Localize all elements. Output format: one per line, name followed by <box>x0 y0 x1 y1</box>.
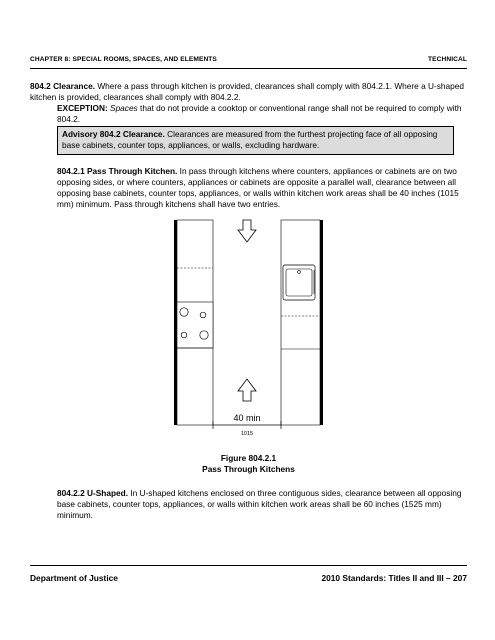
section-heading: 804.2.1 Pass Through Kitchen. <box>57 166 178 176</box>
section-text: In pass through kitchens where counters, appliances or cabinets are on two opposing sides, or where counters, appliances or cabinets are opposite a parallel wall, clearance between all opposing base cabinets, counter tops, appliances, or walls within kitchen work areas shall be 40 inches (1015 mm) minimum. Pass through kitchens shall have two entries. <box>57 166 459 209</box>
dimension-label: 40 min <box>233 413 261 423</box>
pass-through-kitchen-figure <box>170 218 330 443</box>
page-header <box>30 56 467 63</box>
up-arrow-icon <box>238 379 256 401</box>
down-arrow-icon <box>238 220 256 242</box>
exception-paragraph <box>57 103 467 125</box>
figure-caption-title: Pass Through Kitchens <box>202 464 295 474</box>
header-label: TECHNICAL <box>428 56 467 63</box>
footer-rule <box>30 565 467 566</box>
header-rule <box>30 68 467 69</box>
section-text: Where a pass through kitchen is provided, clearances shall comply with 804.2.1. Where a U-shaped kitchen is provided, clearances shall comply with 804.2.2. <box>30 81 464 102</box>
advisory-heading: Advisory 804.2 Clearance. <box>62 129 165 139</box>
section-804-2-1 <box>57 166 467 210</box>
right-wall <box>320 220 323 425</box>
exception-text: that do not provide a cooktop or conventional range shall not be required to comply with 804.2. <box>57 103 462 124</box>
left-wall <box>174 220 177 425</box>
section-804-2 <box>30 81 467 103</box>
section-heading: 804.2 Clearance. <box>30 81 96 91</box>
figure-caption-number: Figure 804.2.1 <box>220 453 277 463</box>
footer-right: 2010 Standards: Titles II and III – 207 <box>321 573 467 583</box>
exception-italic-term: Spaces <box>110 103 138 113</box>
right-counter <box>281 220 320 425</box>
sink-icon <box>283 265 315 300</box>
advisory-box <box>57 126 454 155</box>
page-footer <box>30 573 467 583</box>
exception-label: EXCEPTION: <box>57 103 108 113</box>
section-text: In U-shaped kitchens enclosed on three contiguous sides, clearance between all opposing base cabinets, counter tops, appliances, or walls within kitchen work areas shall be 60 inches (1525 mm) minimum. <box>57 488 462 520</box>
cooktop <box>177 302 213 348</box>
advisory-text: Clearances are measured from the furthest projecting face of all opposing base cabinets, counter tops, appliances, or walls, excluding hardware. <box>62 129 438 150</box>
dimension-metric-label: 1015 <box>240 431 254 437</box>
chapter-title: CHAPTER 8: SPECIAL ROOMS, SPACES, AND ELEMENTS <box>30 56 217 63</box>
section-heading: 804.2.2 U-Shaped. <box>57 488 129 498</box>
footer-left: Department of Justice <box>30 573 118 583</box>
section-804-2-2 <box>57 488 467 521</box>
